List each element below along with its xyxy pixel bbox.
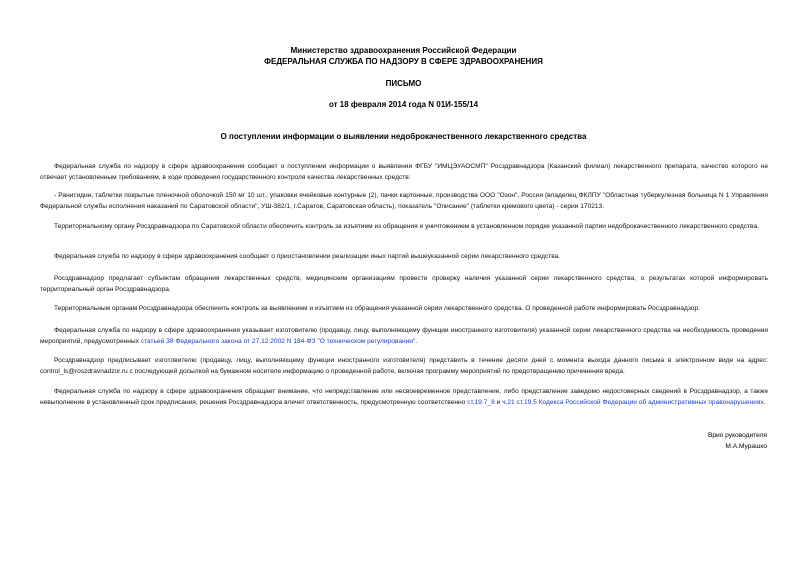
paragraph-9-end: .	[763, 398, 766, 406]
document-type: ПИСЬМО	[385, 79, 422, 88]
paragraph-7	[40, 326, 768, 347]
paragraph-9	[40, 387, 768, 408]
paragraph-4: Федеральная служба по надзору в сфере здравоохранения сообщает о приостановлении реализации иных партий вышеуказанной серии лекарственного средства.	[54, 253, 561, 260]
paragraph-5: Росздравнадзор предлагает субъектам обращения лекарственных средств, медицинским организациям провести проверку наличия указанной серии лекарственного средства, о результатах которой информировать территориальный орган Росздравнадзора.	[40, 275, 768, 293]
document-date-number: от 18 февраля 2014 года N 01И-155/14	[328, 100, 479, 109]
paragraph-7-end: .	[415, 337, 418, 345]
paragraph-6: Территориальным органам Росздравнадзора обеспечить контроль за выявлением и изъятием из обращения указанной серии лекарственного средства. О проведенной работе информировать Росздравнадзор.	[54, 305, 700, 312]
paragraph-2: - Ранитидин, таблетки покрытые пленочной оболочкой 150 мг 10 шт., упаковки ячейковые контурные (2), пачки картонные, производства ООО "Озон", Россия (владелец ФКЛПУ "Областная туберкулезная больница N 1 Управления Федеральной службы исполнения наказаний по Саратовской области", УШ-382/1, г.Саратов, Саратовская область), показатель "Описание" (таблетки кремового цвета) - серии 170213.	[40, 192, 768, 210]
paragraph-9-mid: и	[494, 398, 503, 406]
paragraph-1: Федеральная служба по надзору в сфере здравоохранения сообщает о поступлении информации о выявлении ФГБУ "ИМЦЭУАОСМП" Росздравнадзора (Казанский филиал) лекарственного препарата, качество которого не отвечает установленным требованиям, в ходе проведения государственного контроля качества лекарственных средств:	[40, 163, 768, 181]
signature-position: Врио руководителя	[707, 432, 767, 439]
koap-article-19-5-link[interactable]: ч.21 ст.19.5 Кодекса Российской Федерации об административных правонарушениях	[502, 398, 764, 406]
ministry-title: Министерство здравоохранения Российской Федерации	[290, 46, 517, 55]
paragraph-9-text: Федеральная служба по надзору в сфере здравоохранения обращает внимание, что непредставление или несвоевременное представление, либо представление заведомо недостоверных сведений в Росздравнадзор, а также невыполнение в установленный срок предписания, решения Росздравнадзора влечет ответственность, предусмотренную соответственно	[40, 388, 768, 406]
service-title: ФЕДЕРАЛЬНАЯ СЛУЖБА ПО НАДЗОРУ В СФЕРЕ ЗДРАВООХРАНЕНИЯ	[264, 57, 543, 66]
koap-article-19-7-8-link[interactable]: ст.19.7_8	[467, 398, 495, 406]
paragraph-3: Территориальному органу Росздравнадзора по Саратовской области обеспечить контроль за изъятием из обращения и уничтожением в установленном порядке указанной партии недоброкачественного лекарственного средства.	[54, 223, 759, 230]
paragraph-7-text: Федеральная служба по надзору в сфере здравоохранения указывает изготовителю (продавцу, лицу, выполняющему функции иностранного изготовителя) указанной серии лекарственного средства на необходимость проведения мероприятий, предусмотренных	[40, 327, 768, 345]
paragraph-8: Росздравнадзор предписывает изготовителю (продавцу, лицу, выполняющему функции иностранного изготовителя) представить в течение десяти дней с момента выхода данного письма в электронном виде на адрес: control_ls@roszdravnadzor.ru с последующей досылкой на бумажном носителе информацию о проведенной работе, включая программу мероприятий по предотвращению причинения вреда.	[40, 357, 768, 375]
signature-name: М.А.Мурашко	[725, 443, 767, 450]
document-subject: О поступлении информации о выявлении недоброкачественного лекарственного средства	[220, 132, 587, 141]
law-184fz-article-38-link[interactable]: статьей 38 Федерального закона от 27.12.2002 N 184-ФЗ "О техническом регулировании"	[140, 337, 416, 345]
